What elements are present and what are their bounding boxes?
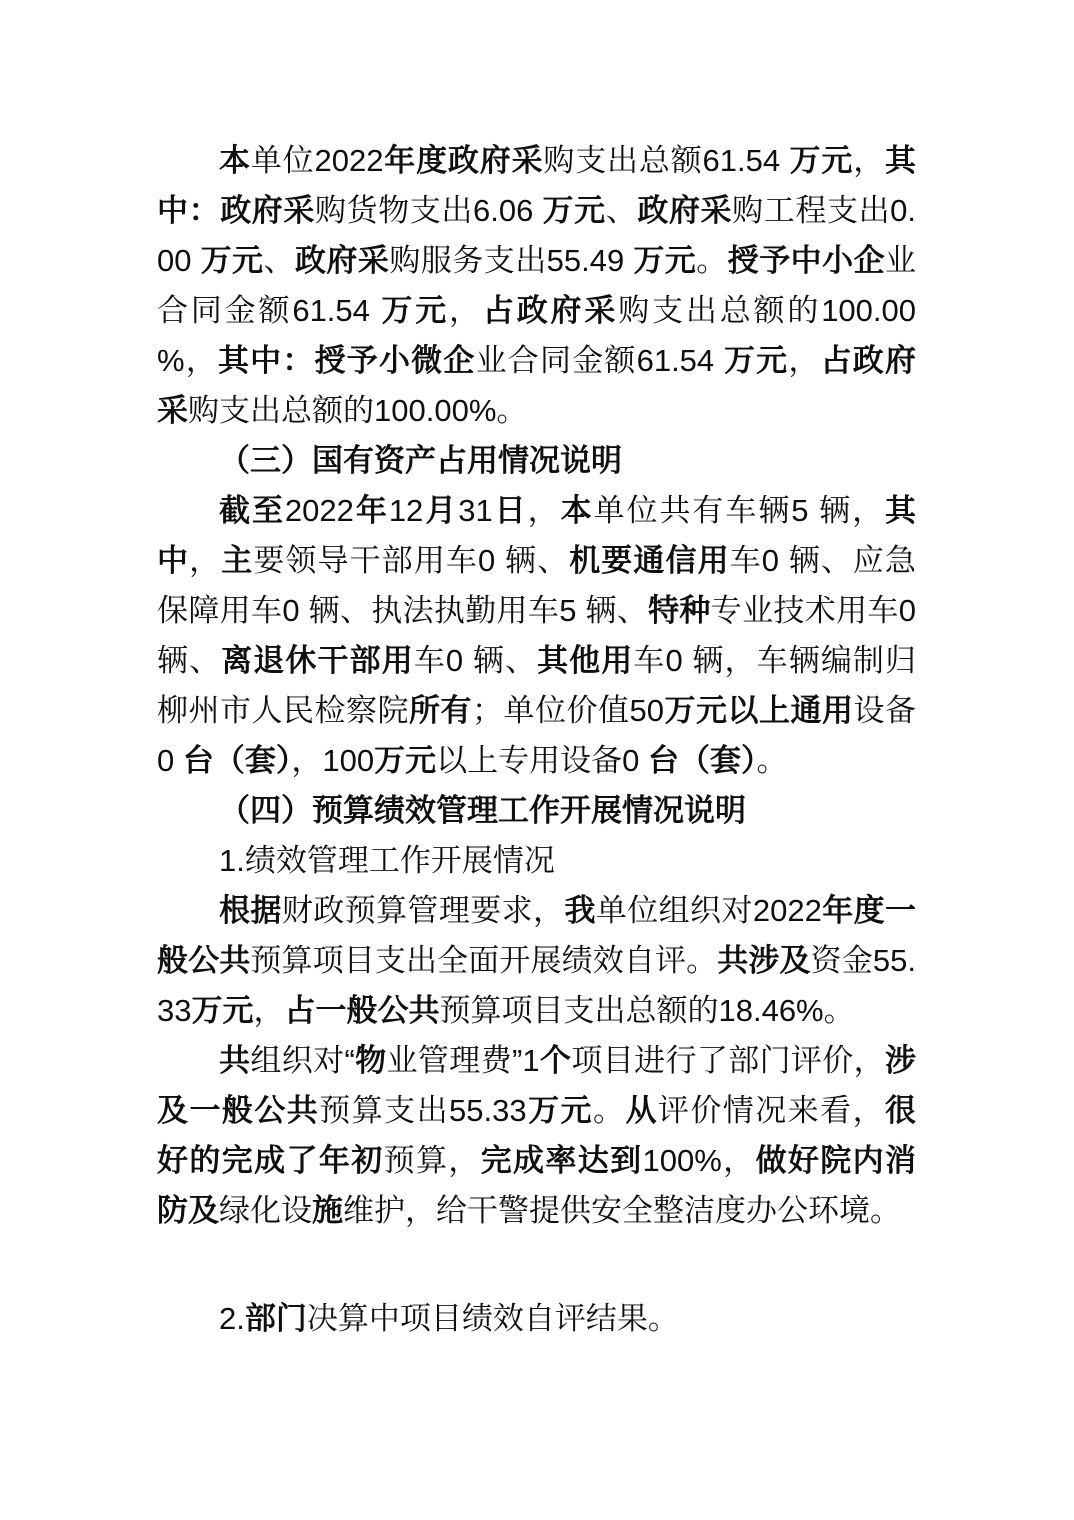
text-run: 我 <box>564 893 596 928</box>
text-run: 截至 <box>219 493 285 528</box>
text-run: 1.绩效管理工作开展情况 <box>219 843 555 878</box>
text-run: 共涉及 <box>717 943 811 978</box>
text-run: 专业技术用车0 辆、 <box>157 593 916 678</box>
text-run: 车0 辆，车辆编制归柳州市人民检察院 <box>157 643 917 728</box>
text-run: 所有 <box>409 693 473 728</box>
text-run: ， <box>788 343 821 378</box>
text-run: 业合同金额61.54 <box>157 243 917 328</box>
text-run: 台（套） <box>182 743 292 778</box>
text-run: 主 <box>221 543 254 578</box>
text-run: 车0 辆、 <box>413 643 538 678</box>
text-run: 其他用 <box>537 643 634 678</box>
text-run: 购支出总额的100.00 %， <box>157 293 917 378</box>
text-run: 本 <box>219 143 251 178</box>
text-run: 购支出总额的100.00%。 <box>188 393 528 428</box>
text-run: 单位组织对2022 <box>595 893 822 928</box>
text-run: 个 <box>539 1043 572 1078</box>
text-run: 万元 <box>542 193 606 228</box>
text-run: 、 <box>263 243 295 278</box>
text-run: 万元 <box>526 1093 593 1128</box>
text-run: ， <box>189 543 222 578</box>
text-run: 项目进行了部门评价， <box>571 1043 886 1078</box>
section-heading <box>157 786 916 836</box>
text-run: 部门 <box>244 1301 307 1336</box>
text-run: 万元以上通用 <box>664 693 854 728</box>
text-run: 月 <box>423 493 459 528</box>
text-run: ，100 <box>291 743 375 778</box>
text-run: 共 <box>219 1043 251 1078</box>
text-run: 离退休干部用 <box>221 643 414 678</box>
text-run: 其中：政府采 <box>157 143 917 228</box>
text-run: ， <box>253 993 285 1028</box>
text-run: 维护，给干警提供安全整洁度办公环境。 <box>343 1193 901 1228</box>
text-run: 其中：授予小微企 <box>217 343 476 378</box>
text-run: 购工程支出0.00 <box>157 193 917 278</box>
text-run: ；单位价值50 <box>472 693 665 728</box>
text-run: 完成率达到 <box>480 1143 643 1178</box>
text-run: 。 <box>696 243 728 278</box>
text-run: ， <box>853 143 886 178</box>
text-run: 。 <box>592 1093 626 1128</box>
text-run: 业合同金额61.54 <box>475 343 724 378</box>
text-run: 从 <box>625 1093 658 1128</box>
paragraph <box>157 886 916 1036</box>
text-run: 12 <box>388 493 424 528</box>
text-run: ， <box>449 293 483 328</box>
text-run: 万元 <box>789 143 854 178</box>
text-run: 政府采 <box>294 243 390 278</box>
text-run: 预算支出55.33 <box>319 1093 527 1128</box>
text-run: 年 <box>353 493 389 528</box>
text-run: 年度一般公共 <box>157 893 917 978</box>
text-run: 做好院内消防及 <box>157 1143 917 1228</box>
text-run: 购货物支出6.06 <box>315 193 543 228</box>
text-run: 特种 <box>648 593 711 628</box>
text-run: 占政府采 <box>482 293 619 328</box>
text-run: 31 <box>458 493 493 528</box>
text-run: 以上专用设备0 <box>436 743 648 778</box>
text-run: 要领导干部用车0 辆、 <box>253 543 570 578</box>
text-run: 预算项目支出总额的18.46%。 <box>439 993 855 1028</box>
paragraph <box>157 486 916 786</box>
text-run: 物 <box>354 1043 387 1078</box>
text-run: 政府采 <box>637 193 733 228</box>
text-run: 评价情况来看， <box>657 1093 886 1128</box>
text-run: 万元 <box>200 243 264 278</box>
text-run: 年度政府采 <box>383 143 544 178</box>
text-run: 万元 <box>191 993 254 1028</box>
text-run: 设备0 <box>157 693 917 778</box>
text-run: 资金55.33 <box>157 943 917 1028</box>
text-run: 万元 <box>374 743 437 778</box>
text-run: 根据 <box>219 893 282 928</box>
text-run: （四）预算绩效管理工作开展情况说明 <box>219 793 746 828</box>
paragraph <box>157 136 916 436</box>
text-run: 预算， <box>383 1143 481 1178</box>
text-run: 授予中小企 <box>727 243 886 278</box>
text-run: 、 <box>605 193 638 228</box>
text-run: 购支出总额61.54 <box>543 143 790 178</box>
text-run: 组织对“ <box>250 1043 355 1078</box>
text-run: 万元 <box>381 293 450 328</box>
section-heading <box>157 436 916 486</box>
text-run: 预算项目支出全面开展绩效自评。 <box>250 943 718 978</box>
text-run: 机要通信用 <box>569 543 730 578</box>
paragraph <box>157 836 916 886</box>
text-run: 业管理费”1 <box>386 1043 540 1078</box>
text-run: （三）国有资产占用情况说明 <box>219 443 622 478</box>
text-run: 台（套） <box>647 743 757 778</box>
text-run: 100%， <box>642 1143 756 1178</box>
text-run: 涉及一般公共 <box>157 1043 917 1128</box>
text-run: 2022 <box>284 493 354 528</box>
text-run: 决算中项目绩效自评结果。 <box>306 1301 679 1336</box>
text-run: 很好的完成了年初 <box>157 1093 917 1178</box>
text-run: 购服务支出55.49 <box>389 243 634 278</box>
text-run: 施 <box>312 1193 343 1228</box>
text-run: 万元 <box>633 243 697 278</box>
text-run: 万元 <box>723 343 789 378</box>
text-run: 2. <box>219 1301 245 1336</box>
text-run: 单位2022 <box>250 143 384 178</box>
text-run: 其中 <box>157 493 917 578</box>
text-run: 单位共有车辆5 辆， <box>593 493 886 528</box>
paragraph <box>157 1036 916 1236</box>
text-run: 占一般公共 <box>284 993 440 1028</box>
text-run: 车0 辆、应急保障用车0 辆、执法执勤用车5 辆、 <box>157 543 917 628</box>
text-run: 财政预算管理要求， <box>281 893 565 928</box>
text-run: ， <box>527 493 561 528</box>
text-run: 绿化设 <box>219 1193 312 1228</box>
text-run: 本 <box>560 493 594 528</box>
text-run: 日 <box>492 493 528 528</box>
text-run: 。 <box>756 743 788 778</box>
document-body <box>157 136 916 1344</box>
paragraph <box>157 1294 916 1344</box>
text-run: 占政府采 <box>157 343 916 428</box>
blank-line <box>157 1236 916 1294</box>
